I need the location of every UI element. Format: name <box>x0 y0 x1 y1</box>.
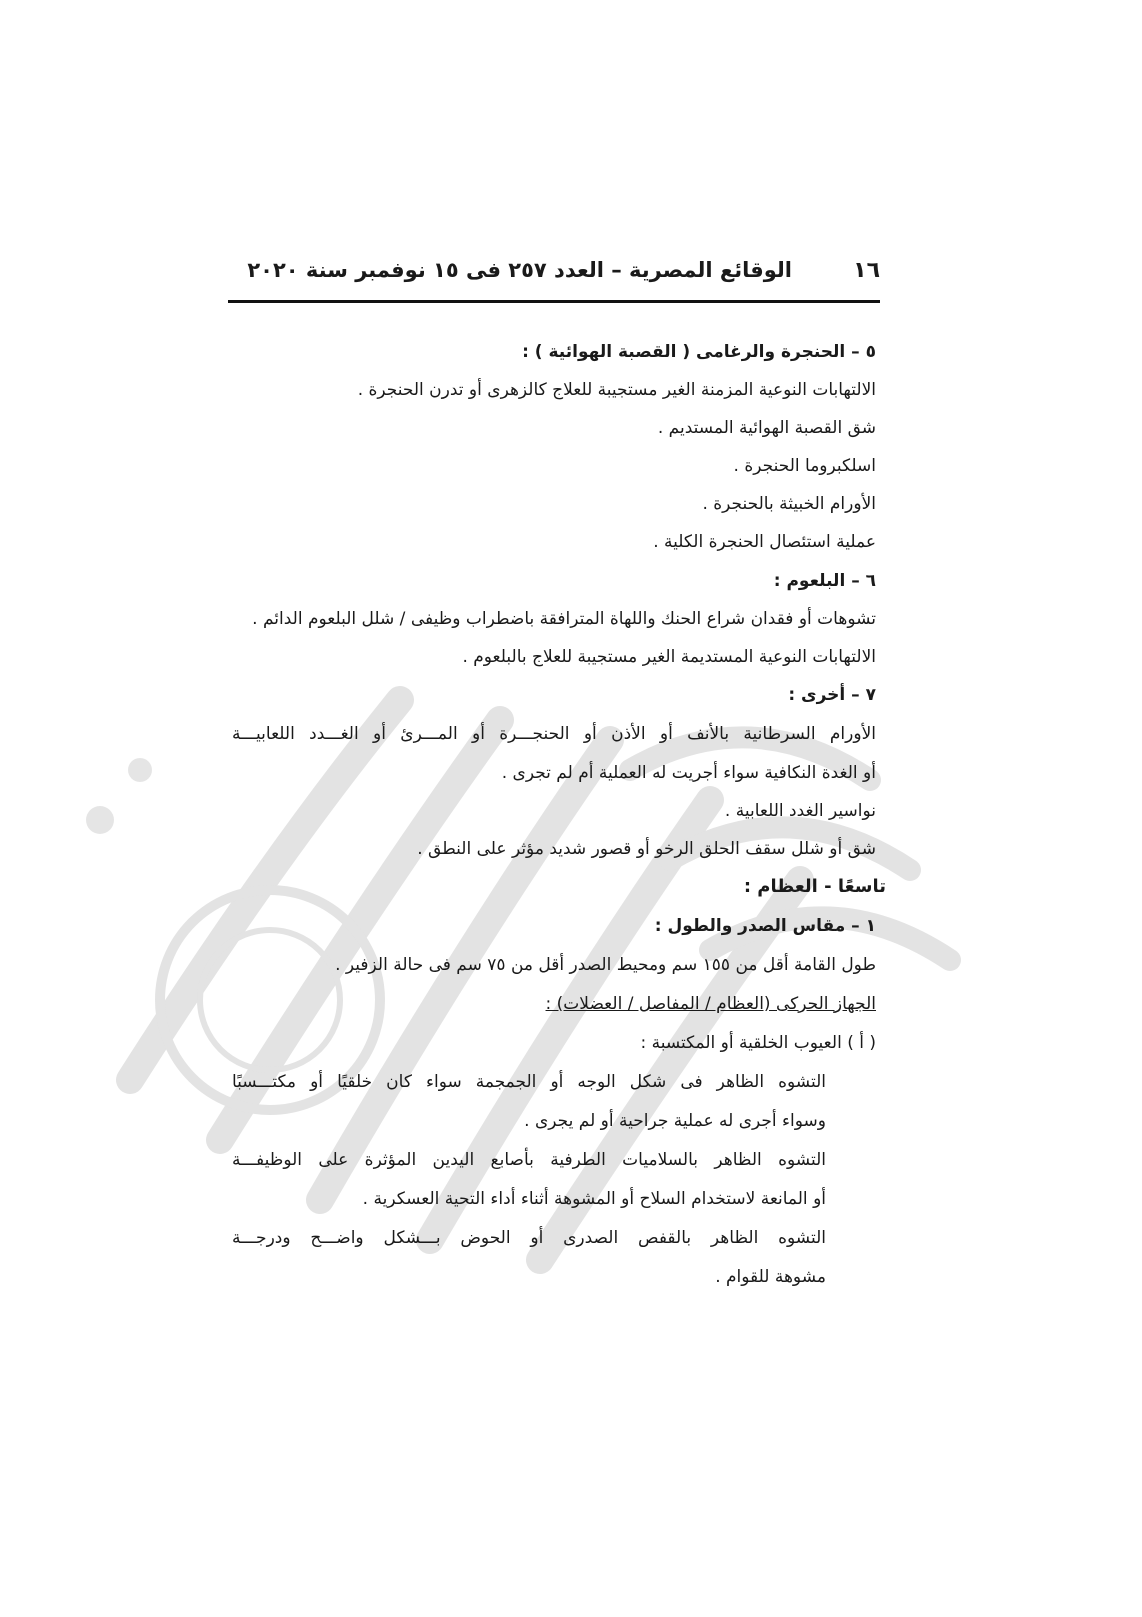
header-divider <box>228 300 880 303</box>
list-item: شق أو شلل سقف الحلق الرخو أو قصور شديد مؤثر على النطق . <box>417 839 876 859</box>
list-item: الأورام السرطانية بالأنف أو الأذن أو الحنجـــرة أو المـــرئ أو الغـــدد اللعابيـــة <box>232 724 876 744</box>
list-item-continuation: أو المانعة لاستخدام السلاح أو المشوهة أثناء أداء التحية العسكرية . <box>362 1189 826 1209</box>
gazette-title: الوقائع المصرية – العدد ٢٥٧ فى ١٥ نوفمبر سنة ٢٠٢٠ <box>247 258 792 282</box>
section-heading-pharynx: ٦ – البلعوم : <box>773 571 876 591</box>
list-item-continuation: مشوهة للقوام . <box>715 1267 826 1287</box>
watermark-emblem <box>70 440 1030 1300</box>
list-item: اسلكبروما الحنجرة . <box>733 456 876 476</box>
list-item: التشوه الظاهر فى شكل الوجه أو الجمجمة سواء كان خلقيًا أو مكتـــسبًا <box>232 1072 826 1092</box>
list-item: شق القصبة الهوائية المستديم . <box>657 418 876 438</box>
list-item: تشوهات أو فقدان شراع الحنك واللهاة المترافقة باضطراب وظيفى / شلل البلعوم الدائم . <box>252 609 876 629</box>
list-item: الالتهابات النوعية المستديمة الغير مستجيبة للعلاج بالبلعوم . <box>462 647 876 667</box>
section-heading-larynx: ٥ – الحنجرة والرغامى ( القصبة الهوائية ) : <box>522 342 876 362</box>
list-item: طول القامة أقل من ١٥٥ سم ومحيط الصدر أقل من ٧٥ سم فى حالة الزفير . <box>335 955 876 975</box>
list-item: التشوه الظاهر بالسلاميات الطرفية بأصابع اليدين المؤثرة على الوظيفـــة <box>232 1150 826 1170</box>
list-item-continuation: وسواء أجرى له عملية جراحية أو لم يجرى . <box>524 1111 826 1131</box>
list-item: الأورام الخبيثة بالحنجرة . <box>702 494 876 514</box>
page-number: ١٦ <box>853 258 880 283</box>
section-heading-other: ٧ – أخرى : <box>788 685 876 705</box>
list-item: التشوه الظاهر بالقفص الصدرى أو الحوض بـــشكل واضـــح ودرجـــة <box>232 1228 826 1248</box>
list-item: عملية استئصال الحنجرة الكلية . <box>653 532 876 552</box>
subsection-heading-defects: ( أ ) العيوب الخلقية أو المكتسبة : <box>640 1033 876 1053</box>
list-item-continuation: أو الغدة النكافية سواء أجريت له العملية أم لم تجرى . <box>501 763 876 783</box>
section-heading-chest-height: ١ – مقاس الصدر والطول : <box>654 916 876 936</box>
list-item: نواسير الغدد اللعابية . <box>724 801 876 821</box>
list-item: الالتهابات النوعية المزمنة الغير مستجيبة للعلاج كالزهرى أو تدرن الحنجرة . <box>357 380 876 400</box>
subsection-heading-musculoskeletal: الجهاز الحركى (العظام / المفاصل / العضلات) : <box>545 994 876 1014</box>
chapter-heading-bones: تاسعًا - العظام : <box>743 876 886 897</box>
page-header <box>228 258 880 298</box>
